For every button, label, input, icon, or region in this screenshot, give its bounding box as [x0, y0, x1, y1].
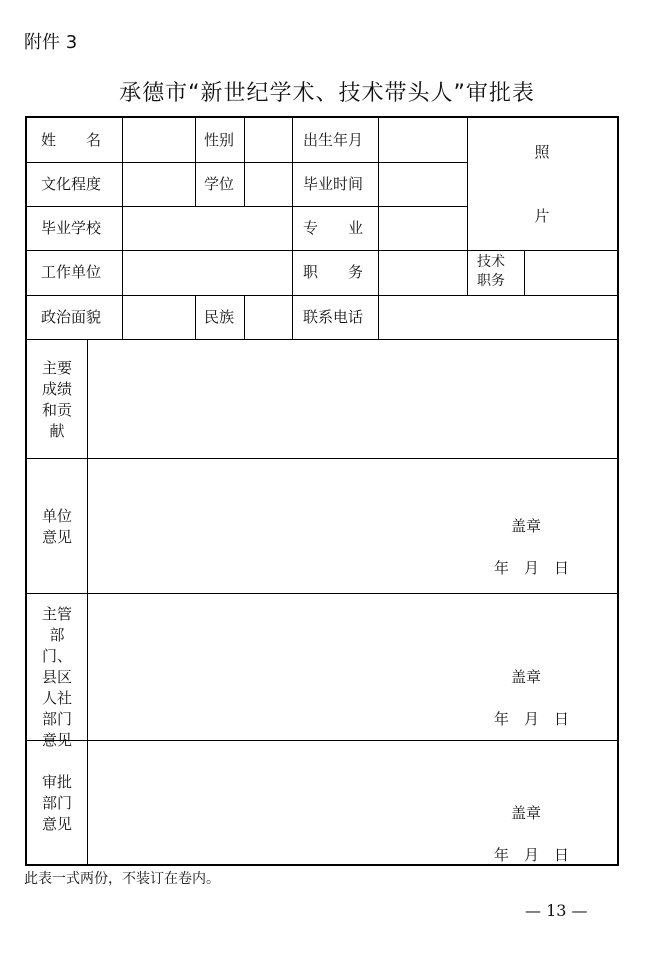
footer-note: 此表一式两份，不装订在卷内。	[24, 871, 220, 887]
employer-label: 工作单位	[41, 263, 102, 281]
attachment-label: 附件 3	[24, 32, 78, 53]
col-divider	[524, 250, 525, 295]
col-divider	[122, 118, 123, 339]
row-divider	[27, 339, 617, 340]
page-number: — 13 —	[525, 901, 588, 920]
row-divider	[27, 740, 617, 741]
col-divider	[244, 295, 245, 339]
row-divider	[27, 162, 467, 163]
unit-opinion-label: 单位意见	[41, 507, 72, 546]
col-divider	[195, 295, 196, 339]
degree-label: 学位	[204, 175, 235, 193]
department-seal-label: 盖章	[511, 668, 542, 686]
tech-title-label: 技术职务	[477, 254, 505, 289]
row-divider	[27, 593, 617, 594]
approval-seal-label: 盖章	[511, 804, 542, 822]
political-status-label: 政治面貌	[41, 308, 102, 326]
approval-form-table	[25, 116, 619, 866]
ethnicity-label: 民族	[204, 308, 235, 326]
graduation-time-label: 毕业时间	[303, 175, 364, 193]
approval-date-label: 年 月 日	[494, 846, 570, 864]
unit-seal-label: 盖章	[511, 517, 542, 535]
phone-label: 联系电话	[303, 308, 364, 326]
row-divider	[27, 458, 617, 459]
photo-label-2: 片	[534, 207, 550, 225]
education-label: 文化程度	[41, 175, 102, 193]
department-date-label: 年 月 日	[494, 710, 570, 728]
approval-opinion-label: 审批部门意见	[41, 773, 72, 833]
col-divider	[244, 118, 245, 206]
school-label: 毕业学校	[41, 219, 102, 237]
gender-label: 性别	[204, 131, 235, 149]
major-label: 专 业	[303, 219, 364, 237]
department-opinion-label: 主管部门、县区人社部门意见	[41, 605, 72, 749]
position-label: 职 务	[303, 263, 364, 281]
col-divider	[87, 339, 88, 866]
row-divider	[27, 250, 617, 251]
col-divider	[378, 118, 379, 339]
row-divider	[27, 206, 467, 207]
form-title: 承德市“新世纪学术、技术带头人”审批表	[119, 81, 535, 106]
row-divider	[27, 295, 617, 296]
col-divider	[195, 118, 196, 206]
birth-date-label: 出生年月	[303, 131, 364, 149]
achievements-label: 主要成绩和贡献	[41, 359, 72, 440]
photo-label-1: 照	[534, 143, 550, 161]
col-divider	[292, 118, 293, 339]
name-label: 姓 名	[41, 131, 102, 149]
unit-date-label: 年 月 日	[494, 559, 570, 577]
